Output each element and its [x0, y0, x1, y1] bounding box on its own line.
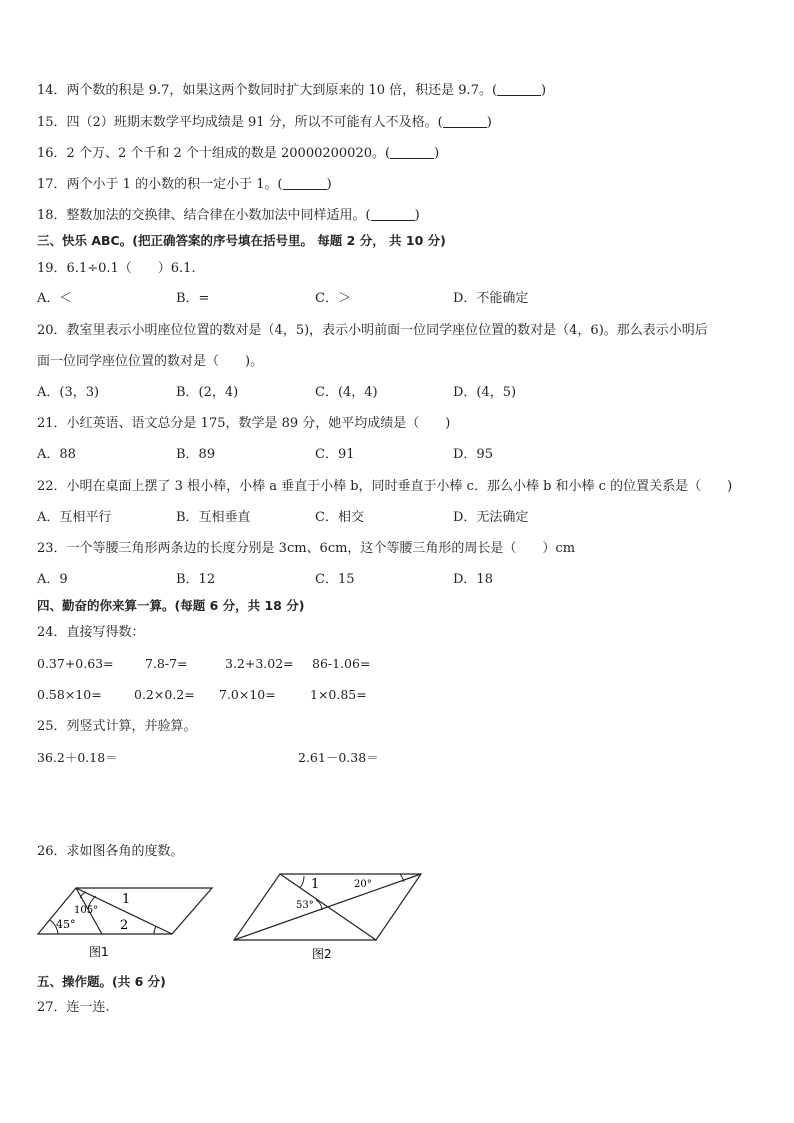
figure-2-parallelogram — [232, 870, 426, 964]
figure-1-caption: 图1 — [89, 945, 109, 959]
answer-blank[interactable] — [390, 145, 434, 159]
calc-item: 86-1.06= — [312, 656, 371, 671]
calc-item: 0.2×0.2= — [134, 687, 195, 702]
angle-45-label: 45° — [56, 918, 76, 931]
q19-option-a[interactable]: A．＜ — [37, 291, 73, 306]
vertical-calc-item: 2.61－0.38＝ — [298, 750, 379, 765]
q19-option-b[interactable]: B．= — [176, 291, 210, 306]
q20-option-d[interactable]: D．(4，5) — [453, 385, 517, 400]
q23-option-a[interactable]: A．9 — [37, 572, 68, 587]
q23-option-b[interactable]: B．12 — [176, 572, 216, 587]
section-5-heading: 五、操作题。(共 6 分) — [37, 974, 166, 989]
q19-option-d[interactable]: D．不能确定 — [453, 291, 529, 306]
q19-option-c[interactable]: C．＞ — [315, 291, 351, 306]
question-27: 27．连一连. — [37, 1000, 110, 1015]
question-20-line2: 面一位同学座位位置的数对是（ )。 — [37, 354, 264, 369]
vertical-calc-item: 36.2＋0.18＝ — [37, 750, 118, 765]
calc-item: 3.2+3.02= — [225, 656, 294, 671]
question-20-line1: 20．教室里表示小明座位位置的数对是（4，5)，表示小明前面一位同学座位位置的数对是（4，6)。那么表示小明后 — [37, 323, 708, 338]
question-15: 15．四（2）班期末数学平均成绩是 91 分，所以不可能有人不及格。( ) — [37, 115, 492, 130]
calc-item: 7.8-7= — [145, 656, 188, 671]
q21-option-b[interactable]: B．89 — [176, 447, 216, 462]
q22-option-d[interactable]: D．无法确定 — [453, 510, 529, 525]
q22-option-b[interactable]: B．互相垂直 — [176, 510, 251, 525]
section-3-heading: 三、快乐 ABC。(把正确答案的序号填在括号里。 每题 2 分， 共 10 分) — [37, 233, 446, 248]
question-18: 18．整数加法的交换律、结合律在小数加法中同样适用。( ) — [37, 208, 420, 223]
figure-1-parallelogram — [36, 870, 218, 960]
calc-item: 0.37+0.63= — [37, 656, 114, 671]
figure-2-caption: 图2 — [312, 947, 332, 961]
answer-blank[interactable] — [283, 176, 327, 190]
calc-item: 7.0×10= — [219, 687, 276, 702]
answer-blank[interactable] — [497, 82, 541, 96]
question-19: 19．6.1÷0.1（ ）6.1. — [37, 261, 196, 276]
question-23: 23．一个等腰三角形两条边的长度分别是 3cm、6cm，这个等腰三角形的周长是（ ）cm — [37, 541, 576, 556]
q23-option-c[interactable]: C．15 — [315, 572, 355, 587]
calc-item: 0.58×10= — [37, 687, 102, 702]
section-4-heading: 四、勤奋的你来算一算。(每题 6 分，共 18 分) — [37, 598, 305, 613]
q20-option-c[interactable]: C．(4，4) — [315, 385, 378, 400]
angle-1-label: 1 — [311, 877, 320, 892]
calc-item: 1×0.85= — [310, 687, 367, 702]
answer-blank[interactable] — [443, 114, 487, 128]
q21-option-a[interactable]: A．88 — [37, 447, 76, 462]
angle-1-label: 1 — [122, 892, 131, 907]
question-21: 21．小红英语、语文总分是 175，数学是 89 分，她平均成绩是（ ) — [37, 416, 451, 431]
question-22: 22．小明在桌面上摆了 3 根小棒，小棒 a 垂直于小棒 b，同时垂直于小棒 c．那么小棒 b 和小棒 c 的位置关系是（ ) — [37, 479, 733, 494]
question-16: 16．2 个万、2 个千和 2 个十组成的数是 20000200020。( ) — [37, 146, 440, 161]
question-14: 14．两个数的积是 9.7，如果这两个数同时扩大到原来的 10 倍，积还是 9.7。( ) — [37, 83, 547, 98]
question-25: 25．列竖式计算，并验算。 — [37, 719, 197, 734]
angle-105-label: 105° — [74, 905, 99, 916]
q20-option-a[interactable]: A．(3，3) — [37, 385, 100, 400]
q21-option-d[interactable]: D．95 — [453, 447, 493, 462]
angle-53-label: 53° — [296, 900, 314, 911]
q20-option-b[interactable]: B．(2，4) — [176, 385, 239, 400]
q21-option-c[interactable]: C．91 — [315, 447, 355, 462]
question-24: 24．直接写得数： — [37, 625, 145, 640]
q23-option-d[interactable]: D．18 — [453, 572, 493, 587]
angle-20-label: 20° — [354, 879, 372, 890]
answer-blank[interactable] — [371, 207, 415, 221]
q22-option-a[interactable]: A．互相平行 — [37, 510, 112, 525]
question-26: 26．求如图各角的度数。 — [37, 844, 184, 859]
q22-option-c[interactable]: C．相交 — [315, 510, 364, 525]
angle-2-label: 2 — [120, 918, 129, 933]
question-17: 17．两个小于 1 的小数的积一定小于 1。( ) — [37, 177, 332, 192]
